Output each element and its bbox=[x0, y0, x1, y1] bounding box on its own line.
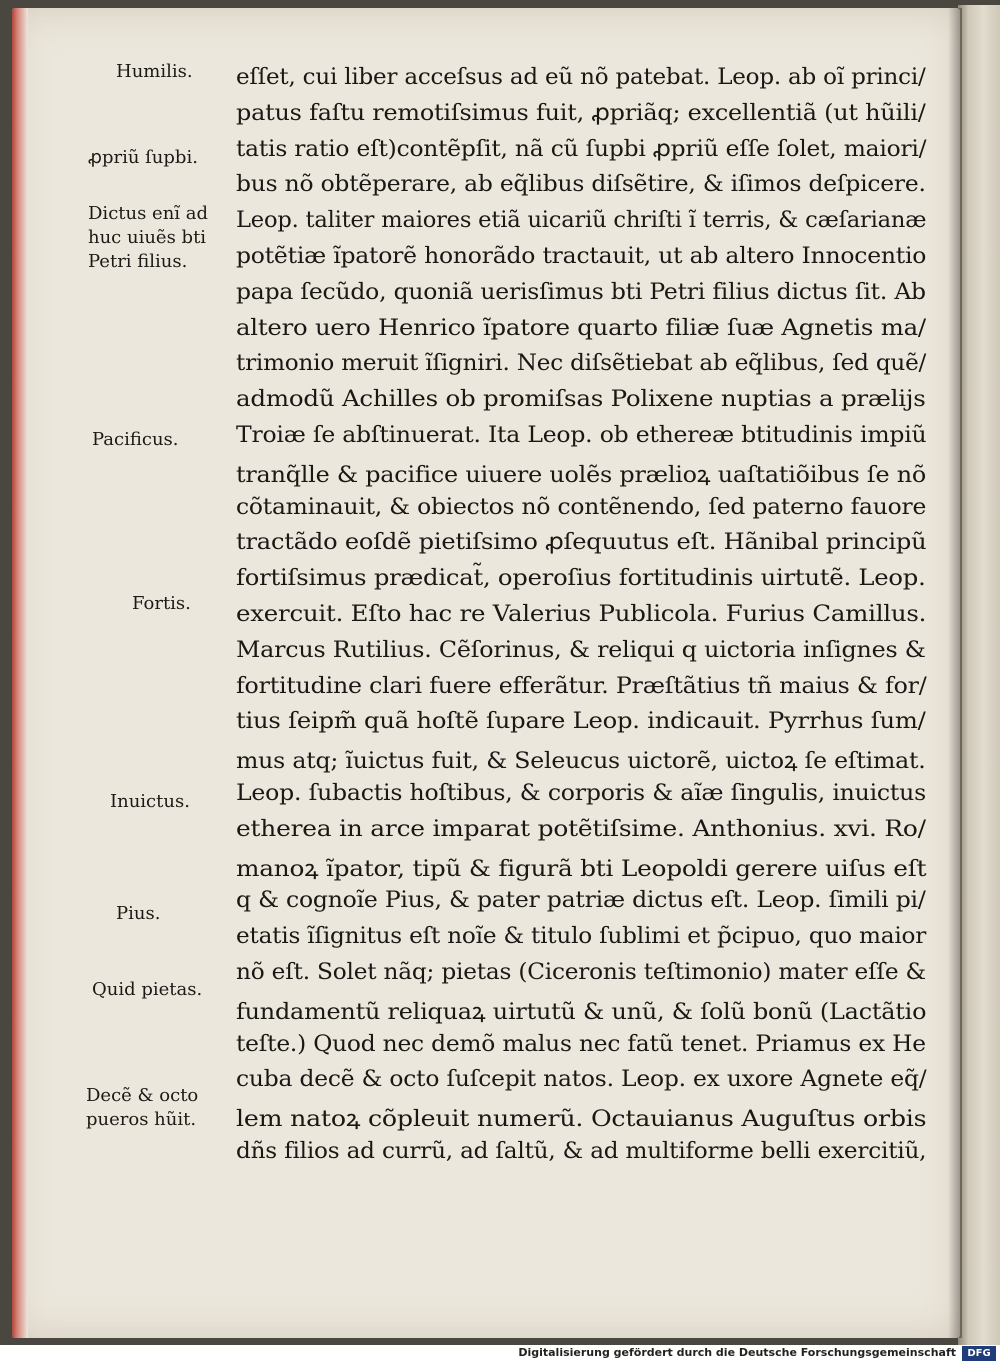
text-line: manoꝝ ĩpator, tipũ & figurã bti Leopoldi gerere uiſus eſt bbox=[236, 855, 927, 882]
margin-note-pacificus: Pacificus. bbox=[92, 429, 179, 450]
footer-bar bbox=[0, 1345, 1000, 1363]
text-line: potẽtiæ ĩpatorẽ honorãdo tractauit, ut ab altero Innocentio bbox=[236, 243, 927, 269]
text-line: exercuit. Eſto hac re Valerius Publicola. Furius Camillus. bbox=[236, 601, 927, 627]
text-line: admodũ Achilles ob promiſsas Polixene nuptias a prælijs bbox=[236, 386, 926, 413]
gutter-shadow bbox=[948, 8, 962, 1338]
facing-page-edge bbox=[958, 5, 1000, 1345]
text-line: Troiæ ſe abſtinuerat. Ita Leop. ob ethereæ btitudinis impiũ bbox=[236, 422, 927, 448]
text-line: q & cognoĩe Pius, & pater patriæ dictus eſt. Leop. ſimili pi/ bbox=[236, 887, 926, 914]
text-line: patus faſtu remotiſsimus fuit, ꝓpriãq; excellentiã (ut hũili/ bbox=[236, 99, 926, 126]
text-line: fortiſsimus prædicat̃, operoſius fortitudinis uirtutẽ. Leop. bbox=[236, 565, 926, 592]
text-line: tatis ratio eſt)contẽpſit, nã cũ ſupbi ꝓpriũ eſſe ſolet, maiori/ bbox=[236, 135, 927, 162]
text-line: bus nõ obtẽperare, ab eq̃libus diſsẽtire, & iſimos deſpicere. bbox=[236, 171, 926, 198]
text-line: cuba decẽ & octo ſuſcepit natos. Leop. ex uxore Agnete eq̃/ bbox=[236, 1066, 927, 1093]
text-line: Leop. taliter maiores etiã uicariũ chriſti ĩ terris, & cæſarianæ bbox=[236, 207, 927, 234]
text-line: teſte.) Quod nec demõ malus nec fatũ tenet. Priamus ex He bbox=[236, 1030, 926, 1057]
margin-note-humilis: Humilis. bbox=[116, 61, 193, 82]
margin-note-dictus: Dictus enĩ ad huc uiuẽs bti Petri filius. bbox=[88, 203, 209, 272]
text-line: mus atq; ĩuictus fuit, & Seleucus uictorẽ, uictoꝝ ſe eſtimat. bbox=[236, 748, 926, 775]
margin-note-pius: Pius. bbox=[116, 903, 161, 924]
text-line: trimonio meruit ĩſigniri. Nec diſsẽtiebat ab eq̃libus, ſed quẽ/ bbox=[236, 350, 927, 377]
text-line: tranq̃lle & pacifice uiuere uolẽs prælioꝝ uaſtatiõibus ſe nõ bbox=[236, 461, 927, 488]
text-line: etherea in arce imparat potẽtiſsime. Anthonius. xvi. Ro/ bbox=[236, 815, 926, 842]
text-line: dñs filios ad currũ, ad ſaltũ, & ad multiforme belli exercitiũ, bbox=[236, 1138, 927, 1164]
red-page-edge bbox=[12, 8, 28, 1338]
text-line: etatis ĩſignitus eſt noĩe & titulo ſublimi et p̃cipuo, quo maior bbox=[236, 923, 927, 950]
margin-note-inuictus: Inuictus. bbox=[110, 791, 190, 812]
text-line: altero uero Henrico ĩpatore quarto filiæ ſuæ Agnetis ma/ bbox=[236, 314, 926, 341]
text-line: nõ eſt. Solet nãq; pietas (Ciceronis teſtimonio) mater eſſe & bbox=[236, 959, 927, 985]
text-line: papa ſecũdo, quoniã uerisſimus bti Petri filius dictus ſit. Ab bbox=[236, 278, 926, 305]
margin-note-proprium: ꝓpriũ ſupbi. bbox=[88, 147, 198, 168]
text-line: fundamentũ reliquaꝝ uirtutũ & unũ, & ſolũ bonũ (Lactãtio bbox=[236, 998, 927, 1025]
text-line: tractãdo eoſdẽ pietiſsimo ꝓſequutus eſt. Hãnibal principũ bbox=[236, 529, 927, 556]
text-line: fortitudine clari fuere efferãtur. Præſtãtius tñ maius & for/ bbox=[236, 672, 927, 699]
text-line: tius ſeipm̃ quã hoſtẽ ſupare Leop. indicauit. Pyrrhus ſum/ bbox=[236, 708, 926, 735]
dfg-logo-icon: DFG bbox=[962, 1346, 996, 1361]
text-line: Marcus Rutilius. Cẽſorinus, & reliqui q uictoria inſignes & bbox=[236, 636, 926, 663]
margin-note-decem-octo: Decẽ & octo pueros hũit. bbox=[86, 1085, 199, 1130]
text-line: Leop. ſubactis hoſtibus, & corporis & aĩæ ſingulis, inuictus bbox=[236, 780, 927, 806]
text-line: cõtaminauit, & obiectos nõ contẽnendo, ſed paterno fauore bbox=[236, 493, 927, 520]
footer-credit: Digitalisierung gefördert durch die Deutsche Forschungsgemeinschaft bbox=[518, 1346, 956, 1359]
margin-note-fortis: Fortis. bbox=[132, 593, 191, 614]
text-line: lem natoꝝ cõpleuit numerũ. Octauianus Auguſtus orbis bbox=[236, 1106, 927, 1133]
margin-note-quid-pietas: Quid pietas. bbox=[92, 979, 203, 1000]
text-line: eſſet, cui liber acceſsus ad eũ nõ patebat. Leop. ab oĩ princi/ bbox=[236, 64, 926, 90]
